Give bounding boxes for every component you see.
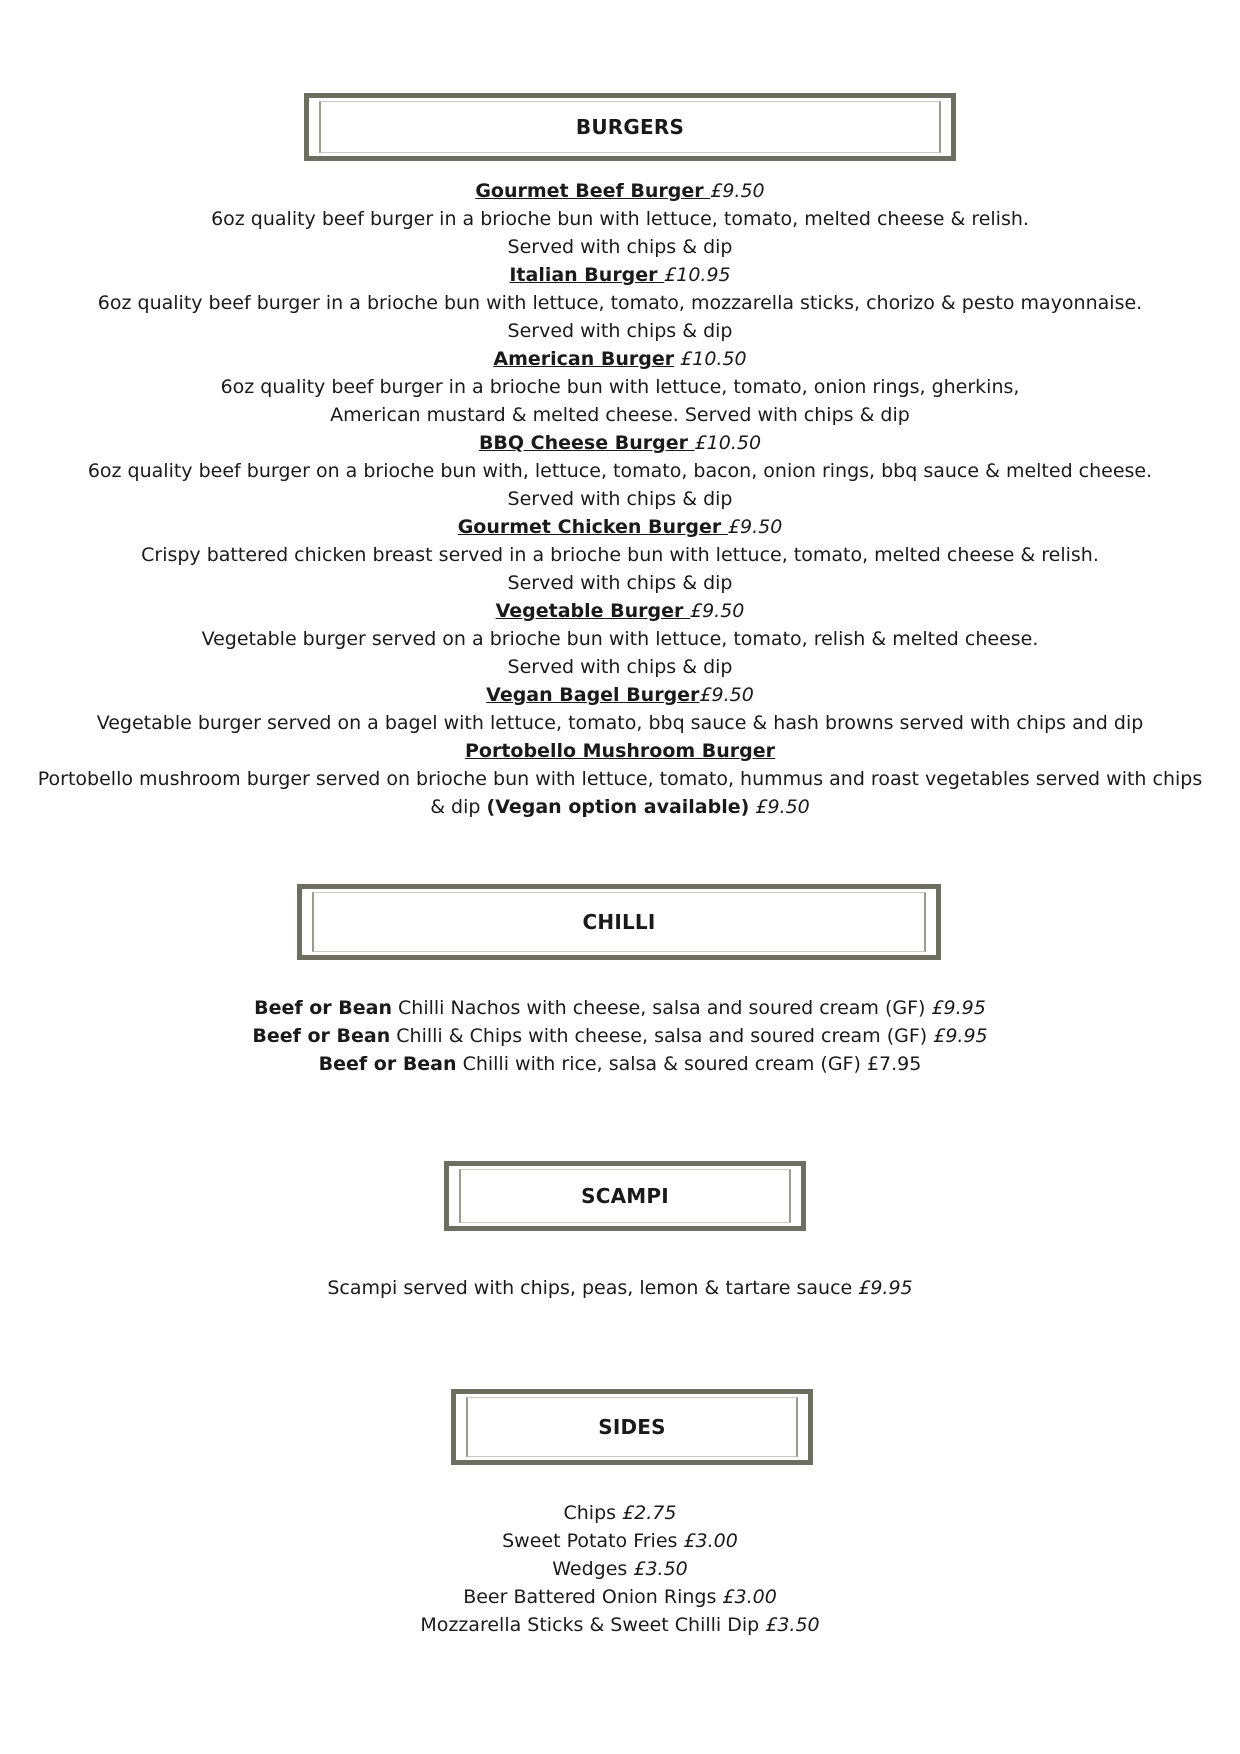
item-price: £9.50 bbox=[755, 796, 810, 818]
item-price: £2.75 bbox=[622, 1502, 677, 1524]
item-description: Vegetable burger served on a bagel with lettuce, tomato, bbq sauce & hash browns served with chips and dip bbox=[96, 712, 1144, 734]
menu-item-title bbox=[0, 177, 1240, 205]
sides-header-box bbox=[451, 1389, 813, 1465]
item-description-cont: & dip bbox=[430, 796, 481, 818]
item-description: Scampi served with chips, peas, lemon & tartare sauce bbox=[327, 1277, 859, 1299]
item-description: Chilli Nachos with cheese, salsa and soured cream (GF) bbox=[392, 997, 932, 1019]
item-price: £10.95 bbox=[664, 264, 731, 286]
chilli-item bbox=[0, 1050, 1240, 1078]
item-option: Beef or Bean bbox=[254, 997, 392, 1019]
item-description: Served with chips & dip bbox=[507, 320, 733, 342]
item-price: £3.00 bbox=[683, 1530, 738, 1552]
burgers-header-box bbox=[304, 93, 956, 161]
menu-item-title bbox=[0, 429, 1240, 457]
item-description: 6oz quality beef burger in a brioche bun with lettuce, tomato, mozzarella sticks, chorizo & pesto mayonnaise. bbox=[97, 292, 1143, 314]
vegan-note: (Vegan option available) bbox=[486, 796, 750, 818]
item-option: Beef or Bean bbox=[252, 1025, 391, 1047]
item-description: Vegetable burger served on a brioche bun with lettuce, tomato, relish & melted cheese. bbox=[201, 628, 1039, 650]
sides-title: SIDES bbox=[598, 1415, 666, 1439]
item-description: Served with chips & dip bbox=[507, 656, 733, 678]
chilli-title: CHILLI bbox=[582, 910, 656, 934]
item-description: Served with chips & dip bbox=[507, 572, 733, 594]
item-description: Chilli with rice, salsa & soured cream (GF) bbox=[456, 1053, 867, 1075]
item-description: American mustard & melted cheese. Served with chips & dip bbox=[330, 404, 910, 426]
item-price: £9.50 bbox=[727, 516, 783, 538]
item-name: Chips bbox=[563, 1502, 623, 1524]
scampi-item bbox=[0, 1274, 1240, 1302]
side-item bbox=[0, 1555, 1240, 1583]
item-name: BBQ Cheese Burger bbox=[478, 432, 695, 454]
item-option: Beef or Bean bbox=[318, 1053, 457, 1075]
item-description: 6oz quality beef burger on a brioche bun with, lettuce, tomato, bacon, onion rings, bbq sauce & melted cheese. bbox=[87, 460, 1153, 482]
item-name: Gourmet Chicken Burger bbox=[457, 516, 728, 538]
menu-item-title bbox=[0, 597, 1240, 625]
chilli-header-box bbox=[297, 884, 941, 960]
item-description bbox=[0, 793, 1240, 821]
side-item bbox=[0, 1499, 1240, 1527]
item-price: £10.50 bbox=[694, 432, 762, 454]
item-price: £10.50 bbox=[680, 348, 747, 370]
item-price: £9.50 bbox=[690, 600, 745, 622]
menu-item-title bbox=[0, 681, 1240, 709]
item-price: £9.95 bbox=[933, 1025, 988, 1047]
item-price: £7.95 bbox=[866, 1053, 922, 1075]
item-name: Mozzarella Sticks & Sweet Chilli Dip bbox=[420, 1614, 766, 1636]
item-name: Gourmet Beef Burger bbox=[475, 180, 711, 202]
item-description: 6oz quality beef burger in a brioche bun with lettuce, tomato, onion rings, gherkins, bbox=[220, 376, 1020, 398]
item-name: Vegan Bagel Burger bbox=[486, 684, 700, 706]
item-name: American Burger bbox=[493, 348, 675, 370]
item-description: Chilli & Chips with cheese, salsa and soured cream (GF) bbox=[390, 1025, 934, 1047]
side-item bbox=[0, 1583, 1240, 1611]
item-name: Vegetable Burger bbox=[495, 600, 690, 622]
item-name: Wedges bbox=[552, 1558, 634, 1580]
item-description: Served with chips & dip bbox=[507, 488, 733, 510]
scampi-header-box bbox=[444, 1161, 806, 1231]
item-price: £9.50 bbox=[710, 180, 765, 202]
item-price: £9.95 bbox=[931, 997, 986, 1019]
side-item bbox=[0, 1611, 1240, 1639]
scampi-title: SCAMPI bbox=[581, 1184, 669, 1208]
item-price: £3.50 bbox=[765, 1614, 820, 1636]
chilli-item bbox=[0, 994, 1240, 1022]
menu-item-title bbox=[0, 345, 1240, 373]
item-price: £3.50 bbox=[633, 1558, 688, 1580]
item-name: Italian Burger bbox=[509, 264, 665, 286]
item-description: Served with chips & dip bbox=[507, 236, 733, 258]
menu-item-title bbox=[0, 513, 1240, 541]
menu-item-title bbox=[0, 261, 1240, 289]
item-description: Crispy battered chicken breast served in a brioche bun with lettuce, tomato, melted cheese & relish. bbox=[141, 544, 1099, 566]
item-description: 6oz quality beef burger in a brioche bun with lettuce, tomato, melted cheese & relish. bbox=[211, 208, 1029, 230]
item-price: £3.00 bbox=[722, 1586, 777, 1608]
menu-item-title bbox=[0, 737, 1240, 765]
burgers-title: BURGERS bbox=[575, 115, 685, 139]
item-name: Sweet Potato Fries bbox=[502, 1530, 684, 1552]
item-price: £9.50 bbox=[699, 684, 754, 706]
side-item bbox=[0, 1527, 1240, 1555]
item-price: £9.95 bbox=[858, 1277, 913, 1299]
chilli-item bbox=[0, 1022, 1240, 1050]
item-name: Portobello Mushroom Burger bbox=[464, 740, 776, 762]
item-description: Portobello mushroom burger served on brioche bun with lettuce, tomato, hummus and roast vegetables served with chips bbox=[37, 768, 1203, 790]
item-name: Beer Battered Onion Rings bbox=[463, 1586, 723, 1608]
